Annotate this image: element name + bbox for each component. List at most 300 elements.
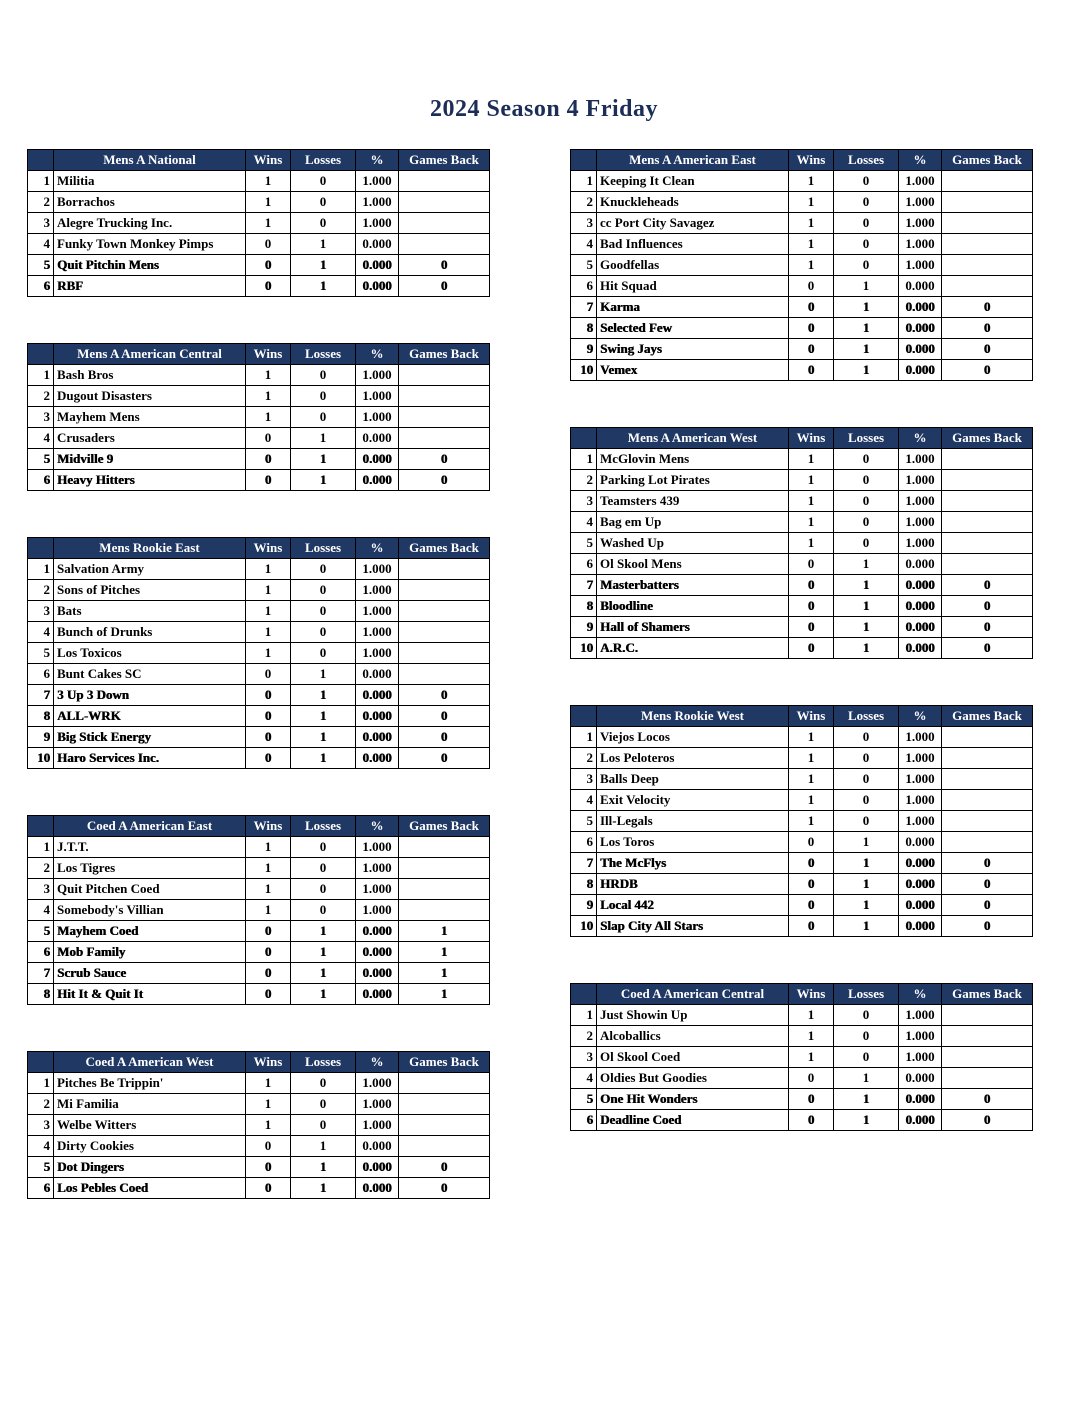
pct-cell: 0.000 xyxy=(899,1110,942,1131)
table-row xyxy=(571,339,1033,360)
rank-cell: 6 xyxy=(571,832,597,853)
right-column xyxy=(570,149,1032,1177)
losses-cell: 1 xyxy=(834,596,899,617)
team-name: Deadline Coed xyxy=(597,1110,789,1131)
wins-cell: 1 xyxy=(789,1047,834,1068)
division-name: Mens A American West xyxy=(597,428,789,449)
games-back-cell xyxy=(942,470,1033,491)
team-name: Slap City All Stars xyxy=(597,916,789,937)
col-header-pct: % xyxy=(899,984,942,1005)
games-back-cell: 1 xyxy=(399,942,490,963)
games-back-cell xyxy=(942,790,1033,811)
team-name: Los Toros xyxy=(597,832,789,853)
wins-cell: 0 xyxy=(789,339,834,360)
rank-cell: 4 xyxy=(28,1136,54,1157)
losses-cell: 1 xyxy=(291,984,356,1005)
losses-cell: 1 xyxy=(291,727,356,748)
rank-cell: 2 xyxy=(28,386,54,407)
losses-cell: 0 xyxy=(291,1094,356,1115)
table-row xyxy=(571,874,1033,895)
pct-cell: 0.000 xyxy=(899,360,942,381)
games-back-cell: 0 xyxy=(399,706,490,727)
losses-cell: 0 xyxy=(834,727,899,748)
col-header-wins: Wins xyxy=(246,344,291,365)
rank-cell: 8 xyxy=(571,596,597,617)
games-back-cell xyxy=(942,533,1033,554)
wins-cell: 0 xyxy=(789,1110,834,1131)
wins-cell: 0 xyxy=(246,727,291,748)
wins-cell: 0 xyxy=(789,318,834,339)
wins-cell: 1 xyxy=(789,727,834,748)
table-row xyxy=(571,491,1033,512)
games-back-cell xyxy=(399,900,490,921)
division-name: Coed A American Central xyxy=(597,984,789,1005)
col-header-wins: Wins xyxy=(789,706,834,727)
rank-cell: 9 xyxy=(28,727,54,748)
pct-cell: 1.000 xyxy=(356,643,399,664)
team-name: Alcoballics xyxy=(597,1026,789,1047)
pct-cell: 0.000 xyxy=(356,706,399,727)
games-back-cell xyxy=(942,1047,1033,1068)
games-back-cell xyxy=(399,622,490,643)
losses-cell: 0 xyxy=(834,1047,899,1068)
wins-cell: 1 xyxy=(246,601,291,622)
header-row xyxy=(28,538,490,559)
pct-cell: 0.000 xyxy=(356,727,399,748)
rank-cell: 4 xyxy=(571,234,597,255)
table-row xyxy=(571,853,1033,874)
table-row xyxy=(28,470,490,491)
pct-cell: 0.000 xyxy=(356,1178,399,1199)
pct-cell: 1.000 xyxy=(899,213,942,234)
wins-cell: 1 xyxy=(246,622,291,643)
pct-cell: 0.000 xyxy=(356,921,399,942)
col-header-games-back: Games Back xyxy=(942,150,1033,171)
losses-cell: 1 xyxy=(291,470,356,491)
losses-cell: 0 xyxy=(291,879,356,900)
losses-cell: 1 xyxy=(291,449,356,470)
col-header-games-back: Games Back xyxy=(942,984,1033,1005)
wins-cell: 0 xyxy=(789,276,834,297)
team-name: Ill-Legals xyxy=(597,811,789,832)
standings-table xyxy=(570,427,1033,659)
pct-cell: 1.000 xyxy=(356,879,399,900)
pct-cell: 0.000 xyxy=(356,984,399,1005)
col-header-wins: Wins xyxy=(246,150,291,171)
rank-cell: 5 xyxy=(571,811,597,832)
pct-cell: 0.000 xyxy=(899,297,942,318)
pct-cell: 1.000 xyxy=(899,192,942,213)
games-back-cell: 0 xyxy=(399,255,490,276)
table-row xyxy=(28,1094,490,1115)
rank-cell: 9 xyxy=(571,895,597,916)
team-name: ALL-WRK xyxy=(54,706,246,727)
team-name: Goodfellas xyxy=(597,255,789,276)
games-back-cell xyxy=(942,512,1033,533)
team-name: Hit Squad xyxy=(597,276,789,297)
team-name: RBF xyxy=(54,276,246,297)
games-back-cell: 0 xyxy=(942,1110,1033,1131)
games-back-cell: 0 xyxy=(942,1089,1033,1110)
games-back-cell xyxy=(942,171,1033,192)
rank-cell: 4 xyxy=(28,234,54,255)
wins-cell: 1 xyxy=(246,900,291,921)
team-name: Big Stick Energy xyxy=(54,727,246,748)
rank-cell: 5 xyxy=(28,255,54,276)
pct-cell: 1.000 xyxy=(356,858,399,879)
pct-cell: 0.000 xyxy=(356,942,399,963)
games-back-cell: 0 xyxy=(942,360,1033,381)
losses-cell: 0 xyxy=(834,811,899,832)
pct-cell: 1.000 xyxy=(899,811,942,832)
wins-cell: 1 xyxy=(246,837,291,858)
games-back-cell xyxy=(942,554,1033,575)
table-row xyxy=(571,533,1033,554)
col-header-wins: Wins xyxy=(246,816,291,837)
header-row xyxy=(28,816,490,837)
wins-cell: 0 xyxy=(246,1157,291,1178)
table-row xyxy=(28,706,490,727)
table-row xyxy=(571,769,1033,790)
header-row xyxy=(571,428,1033,449)
games-back-cell: 1 xyxy=(399,963,490,984)
table-row xyxy=(571,449,1033,470)
rank-cell: 7 xyxy=(28,963,54,984)
table-row xyxy=(571,1110,1033,1131)
pct-cell: 1.000 xyxy=(356,1094,399,1115)
col-header-pct: % xyxy=(356,344,399,365)
pct-cell: 1.000 xyxy=(356,900,399,921)
losses-cell: 1 xyxy=(291,428,356,449)
team-name: Vemex xyxy=(597,360,789,381)
games-back-cell xyxy=(942,1026,1033,1047)
team-name: Balls Deep xyxy=(597,769,789,790)
pct-cell: 1.000 xyxy=(356,365,399,386)
team-name: Welbe Witters xyxy=(54,1115,246,1136)
team-name: Local 442 xyxy=(597,895,789,916)
games-back-cell: 0 xyxy=(399,685,490,706)
games-back-cell xyxy=(399,601,490,622)
wins-cell: 0 xyxy=(246,921,291,942)
rank-cell: 3 xyxy=(571,213,597,234)
team-name: Los Toxicos xyxy=(54,643,246,664)
wins-cell: 1 xyxy=(246,559,291,580)
games-back-cell xyxy=(399,1115,490,1136)
rank-cell: 4 xyxy=(571,1068,597,1089)
pct-cell: 0.000 xyxy=(356,234,399,255)
wins-cell: 1 xyxy=(789,512,834,533)
games-back-cell xyxy=(399,664,490,685)
table-row xyxy=(571,790,1033,811)
header-row xyxy=(28,150,490,171)
division-name: Mens Rookie East xyxy=(54,538,246,559)
games-back-cell: 0 xyxy=(399,748,490,769)
wins-cell: 1 xyxy=(789,748,834,769)
wins-cell: 0 xyxy=(789,638,834,659)
pct-cell: 0.000 xyxy=(899,638,942,659)
wins-cell: 1 xyxy=(246,365,291,386)
pct-cell: 1.000 xyxy=(899,1005,942,1026)
losses-cell: 1 xyxy=(291,276,356,297)
rank-cell: 8 xyxy=(28,984,54,1005)
wins-cell: 1 xyxy=(246,213,291,234)
col-header-wins: Wins xyxy=(789,150,834,171)
losses-cell: 1 xyxy=(291,685,356,706)
team-name: Los Tigres xyxy=(54,858,246,879)
header-corner-cell xyxy=(28,150,54,171)
table-row xyxy=(28,622,490,643)
wins-cell: 0 xyxy=(246,942,291,963)
losses-cell: 0 xyxy=(291,580,356,601)
table-row xyxy=(571,1026,1033,1047)
rank-cell: 7 xyxy=(571,575,597,596)
losses-cell: 1 xyxy=(834,276,899,297)
rank-cell: 3 xyxy=(571,1047,597,1068)
rank-cell: 8 xyxy=(28,706,54,727)
losses-cell: 0 xyxy=(291,192,356,213)
table-row xyxy=(28,559,490,580)
wins-cell: 0 xyxy=(246,706,291,727)
games-back-cell xyxy=(399,428,490,449)
games-back-cell xyxy=(399,234,490,255)
pct-cell: 0.000 xyxy=(899,575,942,596)
table-row xyxy=(571,276,1033,297)
team-name: Los Pebles Coed xyxy=(54,1178,246,1199)
losses-cell: 0 xyxy=(834,192,899,213)
wins-cell: 1 xyxy=(789,1026,834,1047)
col-header-losses: Losses xyxy=(291,344,356,365)
games-back-cell: 0 xyxy=(942,318,1033,339)
games-back-cell: 0 xyxy=(942,617,1033,638)
team-name: Dot Dingers xyxy=(54,1157,246,1178)
losses-cell: 0 xyxy=(834,255,899,276)
team-name: Alegre Trucking Inc. xyxy=(54,213,246,234)
table-row xyxy=(28,192,490,213)
team-name: Teamsters 439 xyxy=(597,491,789,512)
pct-cell: 1.000 xyxy=(356,192,399,213)
team-name: Just Showin Up xyxy=(597,1005,789,1026)
games-back-cell xyxy=(942,748,1033,769)
wins-cell: 1 xyxy=(246,171,291,192)
table-row xyxy=(571,1047,1033,1068)
rank-cell: 2 xyxy=(28,1094,54,1115)
rank-cell: 6 xyxy=(571,1110,597,1131)
games-back-cell: 1 xyxy=(399,921,490,942)
losses-cell: 0 xyxy=(291,1115,356,1136)
col-header-losses: Losses xyxy=(834,984,899,1005)
rank-cell: 3 xyxy=(571,769,597,790)
division-name: Mens A American East xyxy=(597,150,789,171)
losses-cell: 0 xyxy=(291,858,356,879)
rank-cell: 7 xyxy=(571,853,597,874)
rank-cell: 2 xyxy=(571,192,597,213)
rank-cell: 3 xyxy=(28,601,54,622)
losses-cell: 1 xyxy=(834,853,899,874)
team-name: Bunch of Drunks xyxy=(54,622,246,643)
rank-cell: 1 xyxy=(28,365,54,386)
pct-cell: 0.000 xyxy=(356,1157,399,1178)
col-header-wins: Wins xyxy=(246,538,291,559)
wins-cell: 1 xyxy=(246,643,291,664)
standings-table xyxy=(570,705,1033,937)
games-back-cell xyxy=(399,879,490,900)
team-name: Mayhem Mens xyxy=(54,407,246,428)
rank-cell: 10 xyxy=(571,360,597,381)
games-back-cell xyxy=(942,234,1033,255)
table-row xyxy=(28,580,490,601)
team-name: Bad Influences xyxy=(597,234,789,255)
wins-cell: 0 xyxy=(246,470,291,491)
games-back-cell: 0 xyxy=(942,339,1033,360)
header-row xyxy=(571,706,1033,727)
wins-cell: 0 xyxy=(789,832,834,853)
losses-cell: 1 xyxy=(291,255,356,276)
pct-cell: 0.000 xyxy=(899,1089,942,1110)
team-name: Midville 9 xyxy=(54,449,246,470)
table-row xyxy=(28,984,490,1005)
wins-cell: 0 xyxy=(246,1178,291,1199)
team-name: Dirty Cookies xyxy=(54,1136,246,1157)
wins-cell: 1 xyxy=(246,879,291,900)
wins-cell: 0 xyxy=(789,297,834,318)
team-name: Bloodline xyxy=(597,596,789,617)
losses-cell: 1 xyxy=(291,748,356,769)
pct-cell: 0.000 xyxy=(356,255,399,276)
page-title: 2024 Season 4 Friday xyxy=(429,96,658,122)
pct-cell: 1.000 xyxy=(356,213,399,234)
games-back-cell xyxy=(399,192,490,213)
team-name: Mayhem Coed xyxy=(54,921,246,942)
team-name: Selected Few xyxy=(597,318,789,339)
standings-columns xyxy=(0,149,1088,1245)
losses-cell: 0 xyxy=(834,748,899,769)
table-row xyxy=(571,318,1033,339)
games-back-cell xyxy=(942,449,1033,470)
wins-cell: 0 xyxy=(246,685,291,706)
rank-cell: 1 xyxy=(28,171,54,192)
losses-cell: 1 xyxy=(291,963,356,984)
wins-cell: 1 xyxy=(789,769,834,790)
games-back-cell xyxy=(942,276,1033,297)
losses-cell: 1 xyxy=(291,1178,356,1199)
division-name: Mens A American Central xyxy=(54,344,246,365)
rank-cell: 7 xyxy=(28,685,54,706)
rank-cell: 1 xyxy=(571,727,597,748)
table-row xyxy=(28,664,490,685)
pct-cell: 1.000 xyxy=(356,1115,399,1136)
rank-cell: 3 xyxy=(28,213,54,234)
col-header-games-back: Games Back xyxy=(942,428,1033,449)
games-back-cell xyxy=(399,171,490,192)
rank-cell: 5 xyxy=(28,1157,54,1178)
losses-cell: 0 xyxy=(291,365,356,386)
pct-cell: 1.000 xyxy=(899,512,942,533)
wins-cell: 0 xyxy=(789,853,834,874)
pct-cell: 0.000 xyxy=(899,617,942,638)
col-header-games-back: Games Back xyxy=(399,538,490,559)
header-corner-cell xyxy=(571,150,597,171)
standings-table xyxy=(27,149,490,297)
losses-cell: 0 xyxy=(834,769,899,790)
table-row xyxy=(28,1073,490,1094)
col-header-games-back: Games Back xyxy=(942,706,1033,727)
games-back-cell: 0 xyxy=(399,276,490,297)
losses-cell: 0 xyxy=(291,900,356,921)
team-name: Hall of Shamers xyxy=(597,617,789,638)
losses-cell: 0 xyxy=(834,512,899,533)
games-back-cell xyxy=(942,192,1033,213)
pct-cell: 0.000 xyxy=(356,1136,399,1157)
games-back-cell: 0 xyxy=(399,1178,490,1199)
pct-cell: 0.000 xyxy=(356,428,399,449)
rank-cell: 1 xyxy=(571,449,597,470)
wins-cell: 0 xyxy=(789,360,834,381)
team-name: cc Port City Savagez xyxy=(597,213,789,234)
losses-cell: 1 xyxy=(834,339,899,360)
header-corner-cell xyxy=(28,816,54,837)
col-header-losses: Losses xyxy=(291,150,356,171)
table-row xyxy=(28,601,490,622)
col-header-pct: % xyxy=(356,150,399,171)
losses-cell: 0 xyxy=(291,1073,356,1094)
team-name: Keeping It Clean xyxy=(597,171,789,192)
losses-cell: 1 xyxy=(834,916,899,937)
losses-cell: 1 xyxy=(834,638,899,659)
rank-cell: 5 xyxy=(571,255,597,276)
team-name: Scrub Sauce xyxy=(54,963,246,984)
table-row xyxy=(28,837,490,858)
wins-cell: 0 xyxy=(246,984,291,1005)
games-back-cell xyxy=(942,811,1033,832)
wins-cell: 0 xyxy=(789,575,834,596)
rank-cell: 6 xyxy=(571,554,597,575)
table-row xyxy=(28,428,490,449)
pct-cell: 1.000 xyxy=(899,769,942,790)
pct-cell: 1.000 xyxy=(899,491,942,512)
pct-cell: 1.000 xyxy=(899,234,942,255)
team-name: Haro Services Inc. xyxy=(54,748,246,769)
rank-cell: 4 xyxy=(28,622,54,643)
rank-cell: 6 xyxy=(28,1178,54,1199)
wins-cell: 0 xyxy=(246,234,291,255)
table-row xyxy=(28,727,490,748)
team-name: One Hit Wonders xyxy=(597,1089,789,1110)
wins-cell: 1 xyxy=(789,533,834,554)
table-row xyxy=(571,575,1033,596)
rank-cell: 6 xyxy=(28,942,54,963)
pct-cell: 1.000 xyxy=(356,559,399,580)
games-back-cell xyxy=(399,365,490,386)
rank-cell: 5 xyxy=(28,643,54,664)
games-back-cell xyxy=(399,1073,490,1094)
table-row xyxy=(571,171,1033,192)
wins-cell: 0 xyxy=(789,596,834,617)
team-name: Crusaders xyxy=(54,428,246,449)
wins-cell: 1 xyxy=(246,1073,291,1094)
rank-cell: 10 xyxy=(571,916,597,937)
team-name: Viejos Locos xyxy=(597,727,789,748)
table-row xyxy=(571,1089,1033,1110)
col-header-pct: % xyxy=(899,150,942,171)
table-row xyxy=(28,255,490,276)
rank-cell: 2 xyxy=(571,470,597,491)
team-name: Los Peloteros xyxy=(597,748,789,769)
col-header-pct: % xyxy=(356,816,399,837)
team-name: Funky Town Monkey Pimps xyxy=(54,234,246,255)
rank-cell: 3 xyxy=(28,1115,54,1136)
table-row xyxy=(28,1136,490,1157)
wins-cell: 1 xyxy=(246,1094,291,1115)
